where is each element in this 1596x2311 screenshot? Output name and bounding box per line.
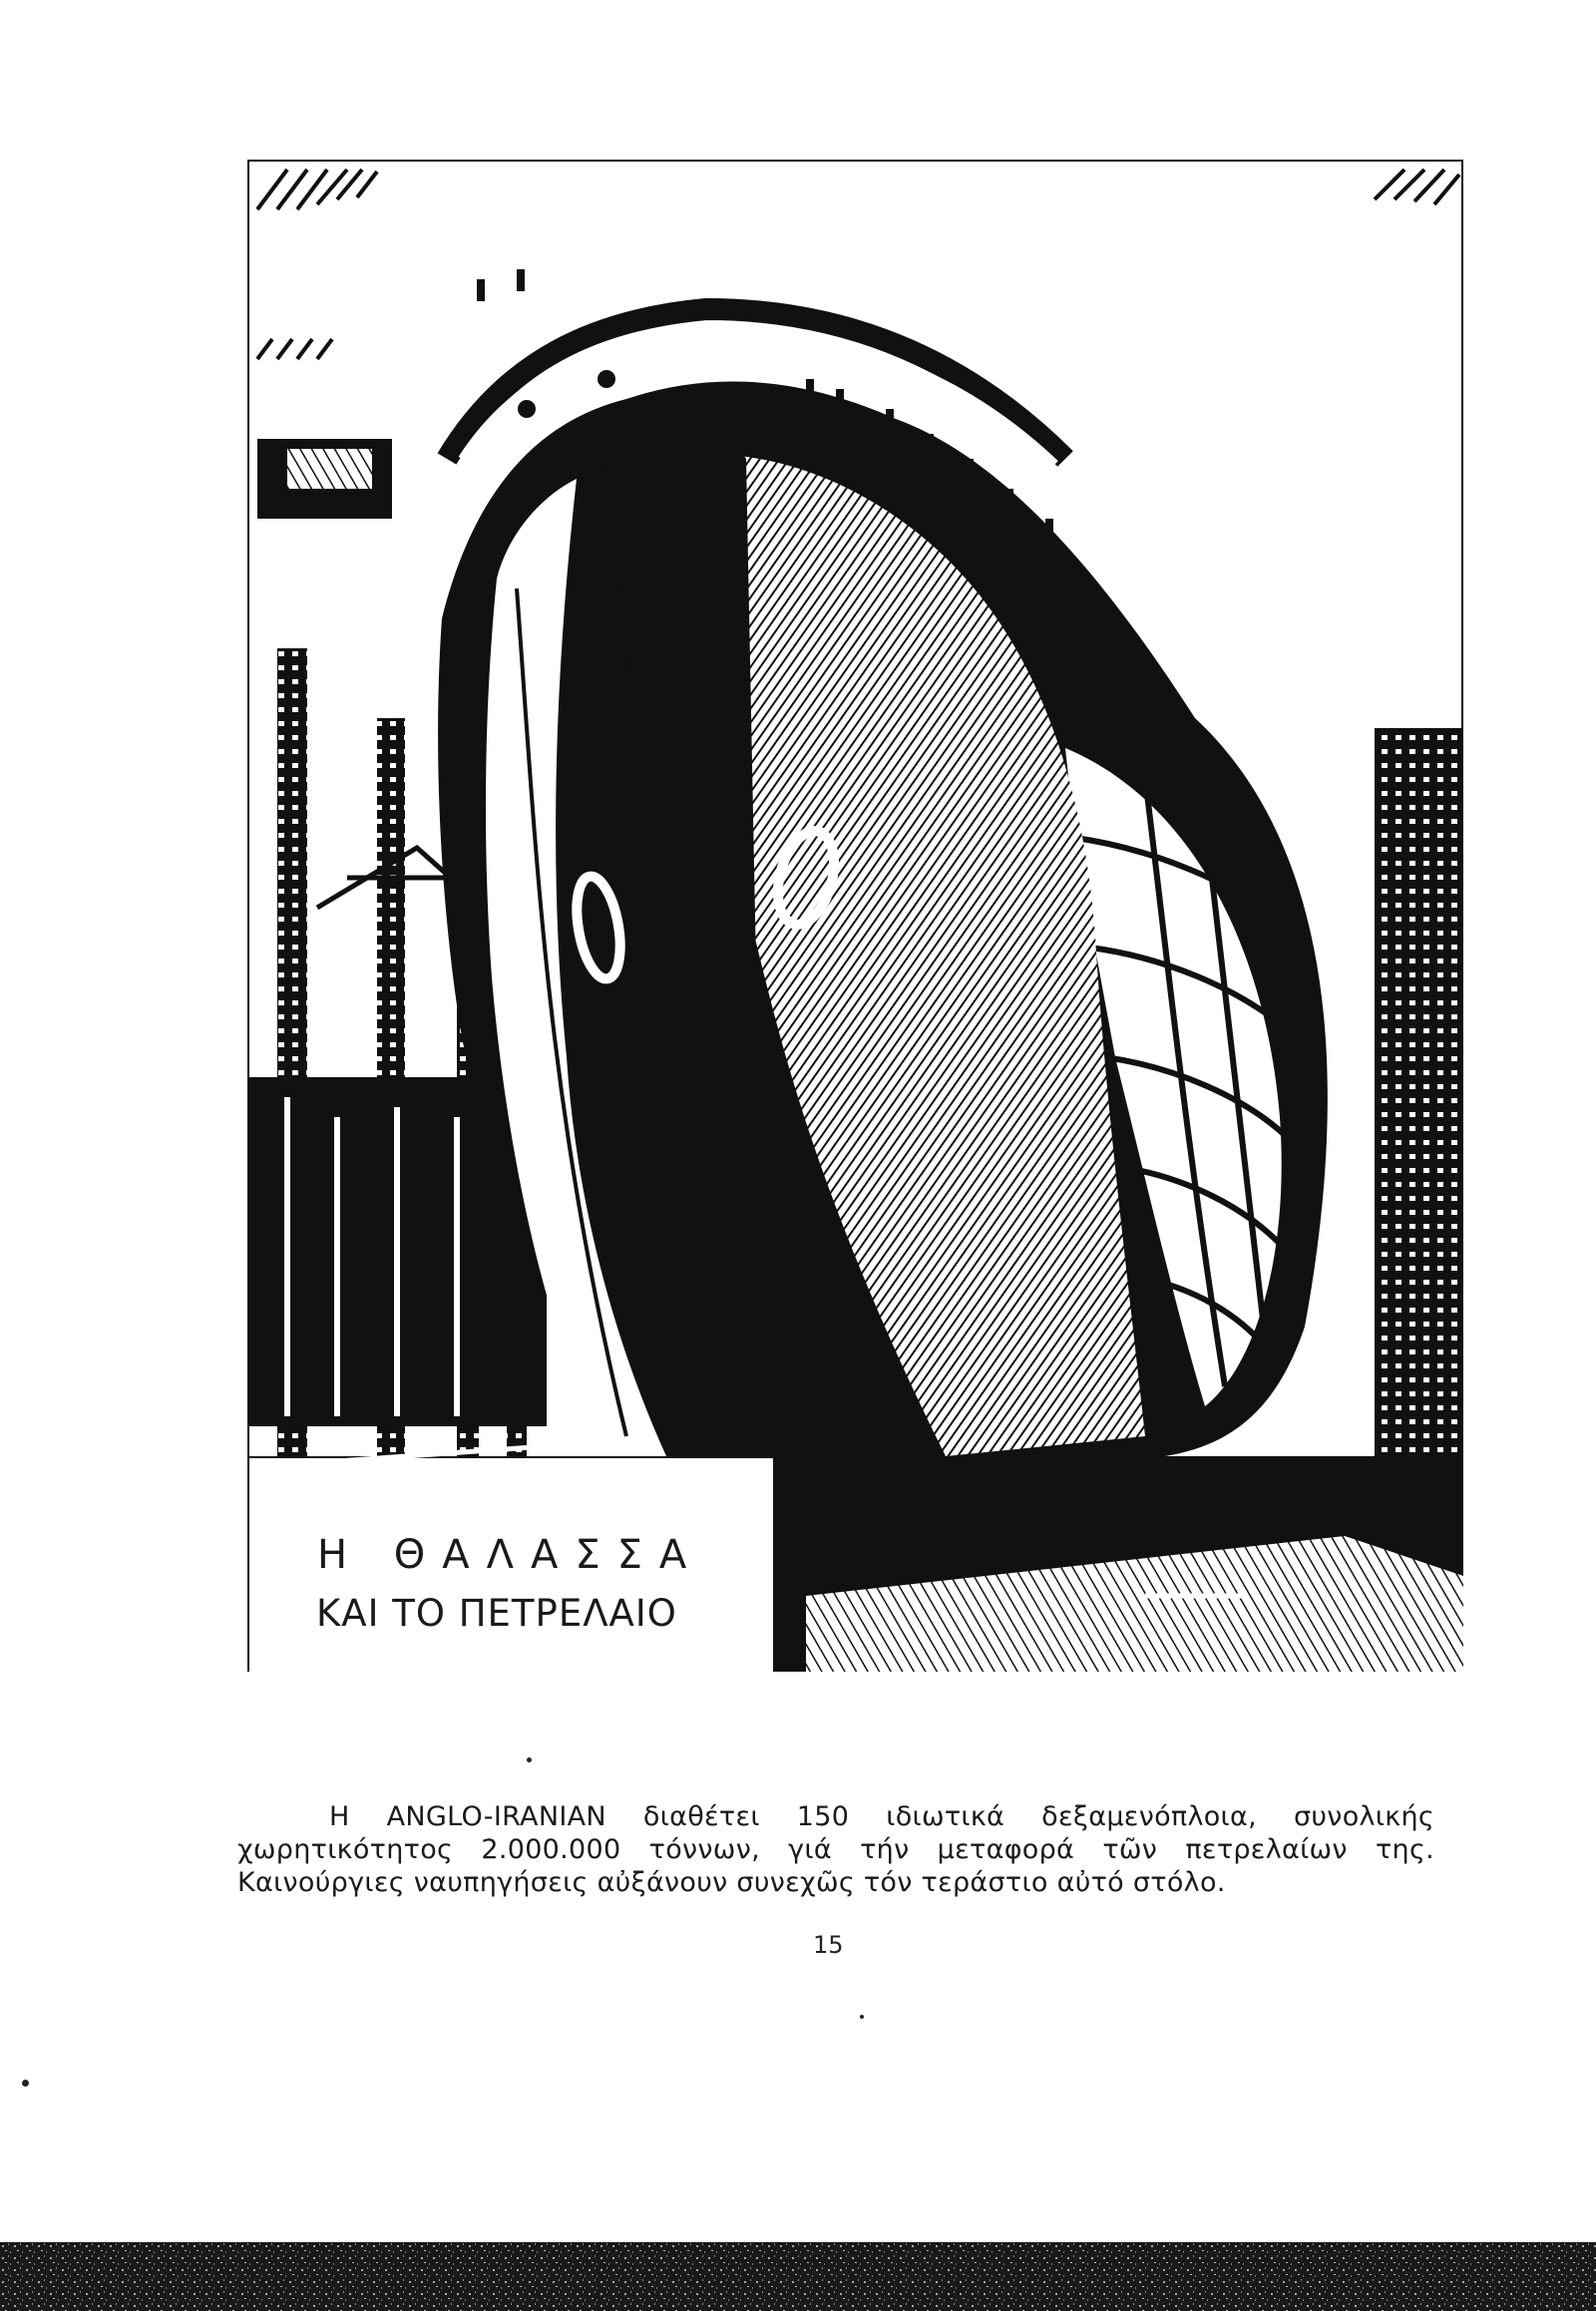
caption-text: Η ANGLO-IRANIAN διαθέτει 150 ιδιωτικά δεξαμενόπλοια, συνολικής χωρητικότητος 2.000.000 τόννων, γιά τήν μεταφορά τῶν πετρελαίων της. Καινούργιες ναυπηγήσεις αὐξάνουν συνεχῶς τόν τεράστιο αὐτό στόλο. xyxy=(237,1801,1434,1898)
scan-speck xyxy=(527,1757,532,1762)
page-subtitle: ΚΑΙ ΤΟ ΠΕΤΡΕΛΑΙΟ xyxy=(316,1592,677,1635)
page-number: 15 xyxy=(813,1931,844,1959)
ship-bow-icon xyxy=(247,160,1463,1672)
scan-noise-band xyxy=(0,2242,1596,2311)
page-title: Η ΘΑΛΑΣΣΑ xyxy=(317,1532,704,1578)
ship-bow-illustration xyxy=(247,160,1463,1672)
scan-speck xyxy=(860,2015,864,2019)
scan-speck xyxy=(22,2080,29,2087)
